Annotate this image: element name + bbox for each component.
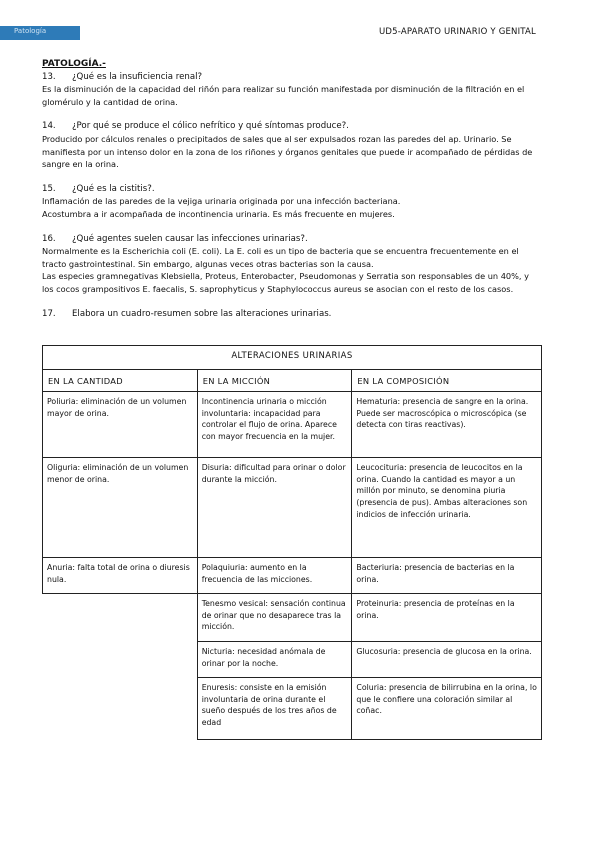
table-cell: Poliuria: eliminación de un volumen mayor de orina. (43, 392, 198, 458)
table-row (43, 458, 542, 558)
answer-15-line-1: Inflamación de las paredes de la vejiga urinaria originada por una infección bacteriana. (42, 196, 401, 207)
answer-14: Producido por cálculos renales o precipitados de sales que al ser expulsados rozan las paredes del ap. Urinario. Se manifiesta por un intenso dolor en la zona de los riñones y órganos genitales que puede ir acompañado de pérdidas de sangre en la orina. (42, 133, 533, 170)
table-cell-empty (43, 678, 198, 740)
table-cell-empty (43, 594, 198, 642)
document-body (42, 58, 542, 320)
question-14 (42, 120, 542, 133)
table-cell: Tenesmo vesical: sensación continua de orinar que no desaparece tras la micción. (197, 594, 352, 642)
answer-16-para-1: Normalmente es la Escherichia coli (E. coli). La E. coli es un tipo de bacteria que se encuentra frecuentemente en el tracto gastrointestinal. Sin embargo, algunas veces otras bacterias son la causa. (42, 246, 519, 269)
question-17 (42, 308, 542, 321)
table-cell: Coluria: presencia de bilirrubina en la orina, lo que le confiere una coloración similar al coñac. (352, 678, 542, 740)
answer-13: Es la disminución de la capacidad del riñón para realizar su función manifestada por disminución de la filtración en el glomérulo y la cantidad de orina. (42, 84, 525, 107)
table-cell: Anuria: falta total de orina o diuresis nula. (43, 558, 198, 594)
table-cell: Glucosuria: presencia de glucosa en la orina. (352, 642, 542, 678)
question-text: ¿Qué agentes suelen causar las infecciones urinarias?. (72, 233, 308, 244)
table-cell: Polaquiuria: aumento en la frecuencia de las micciones. (197, 558, 352, 594)
table-row (43, 558, 542, 594)
column-header: EN LA CANTIDAD (43, 369, 198, 392)
question-text: ¿Por qué se produce el cólico nefrítico y qué síntomas produce?. (72, 121, 349, 132)
table-cell: Hematuria: presencia de sangre en la orina. Puede ser macroscópica o microscópica (se detecta con tiras reactivas). (352, 392, 542, 458)
question-text: ¿Qué es la insuficiencia renal? (72, 71, 203, 82)
answer-16-para-2: Las especies gramnegativas Klebsiella, Proteus, Enterobacter, Pseudomonas y Serratia son responsables de un 40%, y los cocos grampositivos E. faecalis, S. saprophyticus y Staphylococcus aureus se asocian con el resto de los casos. (42, 271, 529, 294)
table-cell: Disuria: dificultad para orinar o dolor durante la micción. (197, 458, 352, 558)
table-title: ALTERACIONES URINARIAS (43, 346, 542, 370)
question-13 (42, 71, 542, 84)
table-cell: Incontinencia urinaria o micción involuntaria: incapacidad para controlar el flujo de orina. Aparece con mayor frecuencia en la mujer. (197, 392, 352, 458)
table-cell: Proteinuria: presencia de proteínas en la orina. (352, 594, 542, 642)
question-number: 14. (42, 121, 56, 132)
unit-header: UD5-APARATO URINARIO Y GENITAL (379, 27, 536, 37)
table-row (43, 594, 542, 642)
column-header: EN LA COMPOSICIÓN (352, 369, 542, 392)
answer-15-line-2: Acostumbra a ir acompañada de incontinencia urinaria. Es más frecuente en mujeres. (42, 208, 395, 219)
question-16 (42, 233, 542, 246)
question-15 (42, 183, 542, 196)
question-number: 15. (42, 183, 56, 194)
question-number: 17. (42, 308, 56, 319)
table-row (43, 392, 542, 458)
table-cell: Oliguria: eliminación de un volumen menor de orina. (43, 458, 198, 558)
column-header: EN LA MICCIÓN (197, 369, 352, 392)
question-number: 16. (42, 233, 56, 244)
question-text: Elabora un cuadro-resumen sobre las alteraciones urinarias. (72, 308, 332, 319)
section-title: PATOLOGÍA.- (42, 59, 106, 69)
page-tab-label: Patología (14, 27, 47, 35)
table-row (43, 678, 542, 740)
table-header-row (43, 369, 542, 392)
table-row (43, 642, 542, 678)
table-cell: Leucocituria: presencia de leucocitos en la orina. Cuando la cantidad es mayor a un millón por minuto, se denomina piuria (presencia de pus). Ambas alteraciones son indicios de infección urinaria. (352, 458, 542, 558)
table-cell: Nicturia: necesidad anómala de orinar por la noche. (197, 642, 352, 678)
table-cell: Bacteriuria: presencia de bacterias en la orina. (352, 558, 542, 594)
question-text: ¿Qué es la cistitis?. (72, 183, 155, 194)
question-number: 13. (42, 71, 56, 82)
urinary-alterations-table (42, 345, 542, 740)
page-tab (0, 26, 80, 40)
table-cell: Enuresis: consiste en la emisión involuntaria de orina durante el sueño después de los tres años de edad (197, 678, 352, 740)
table-cell-empty (43, 642, 198, 678)
